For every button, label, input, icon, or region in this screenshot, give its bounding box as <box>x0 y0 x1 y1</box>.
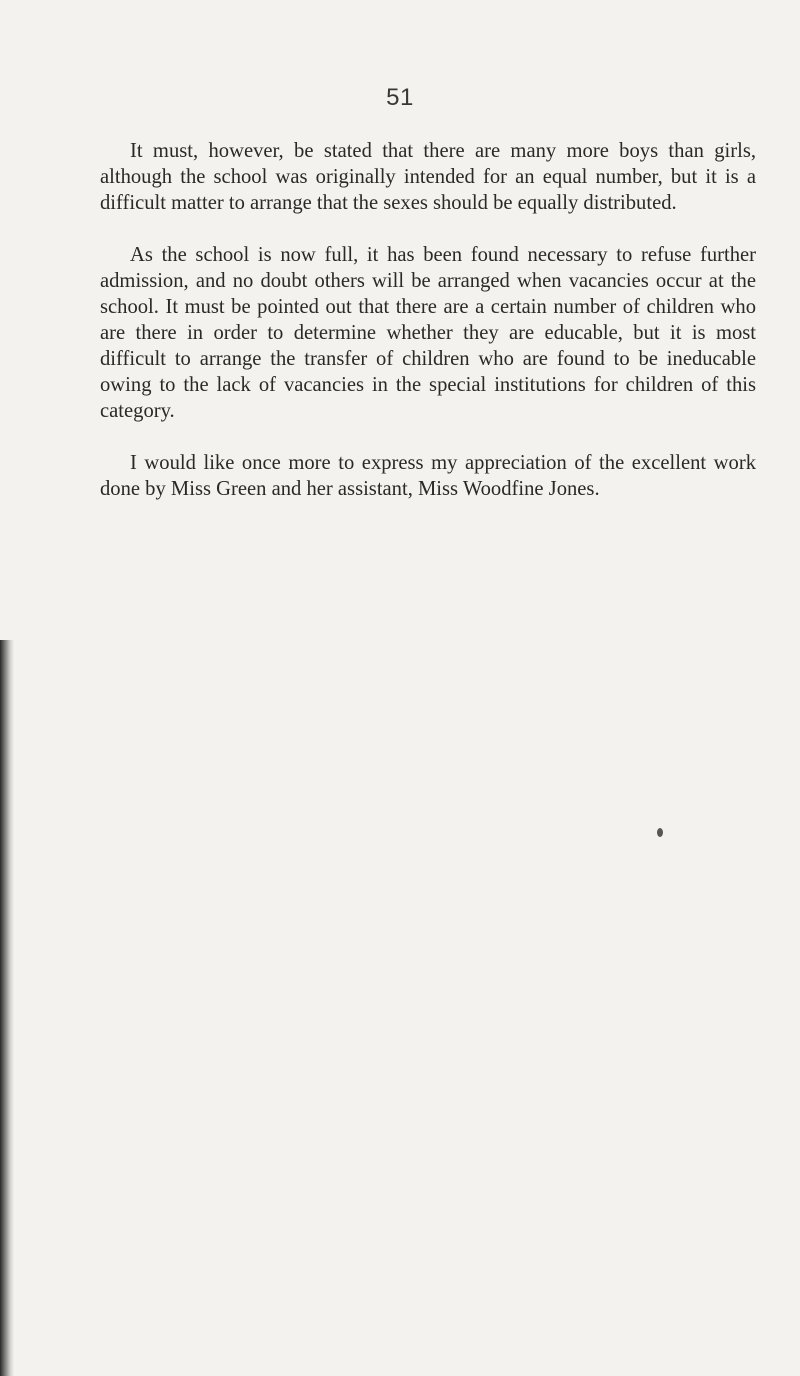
page-number: 51 <box>386 84 414 111</box>
paragraph-boys-girls: It must, however, be stated that there are many more boys than girls, although the school was originally intended for an equal number, but it is a difficult matter to arrange that the sexes should be equally distributed. <box>100 140 756 214</box>
body-text <box>100 138 756 528</box>
paragraph-appreciation: I would like once more to express my appreciation of the excellent work done by Miss Green and her assistant, Miss Woodfine Jones. <box>100 452 756 500</box>
page-edge-shadow <box>0 640 14 1376</box>
paragraph-admission: As the school is now full, it has been found necessary to refuse further admission, and no doubt others will be arranged when vacancies occur at the school. It must be pointed out that there are a certain number of children who are there in order to determine whether they are educable, but it is most difficult to arrange the transfer of children who are found to be ineducable owing to the lack of vacancies in the special institutions for children of this category. <box>100 244 756 422</box>
ink-speck <box>657 828 663 837</box>
